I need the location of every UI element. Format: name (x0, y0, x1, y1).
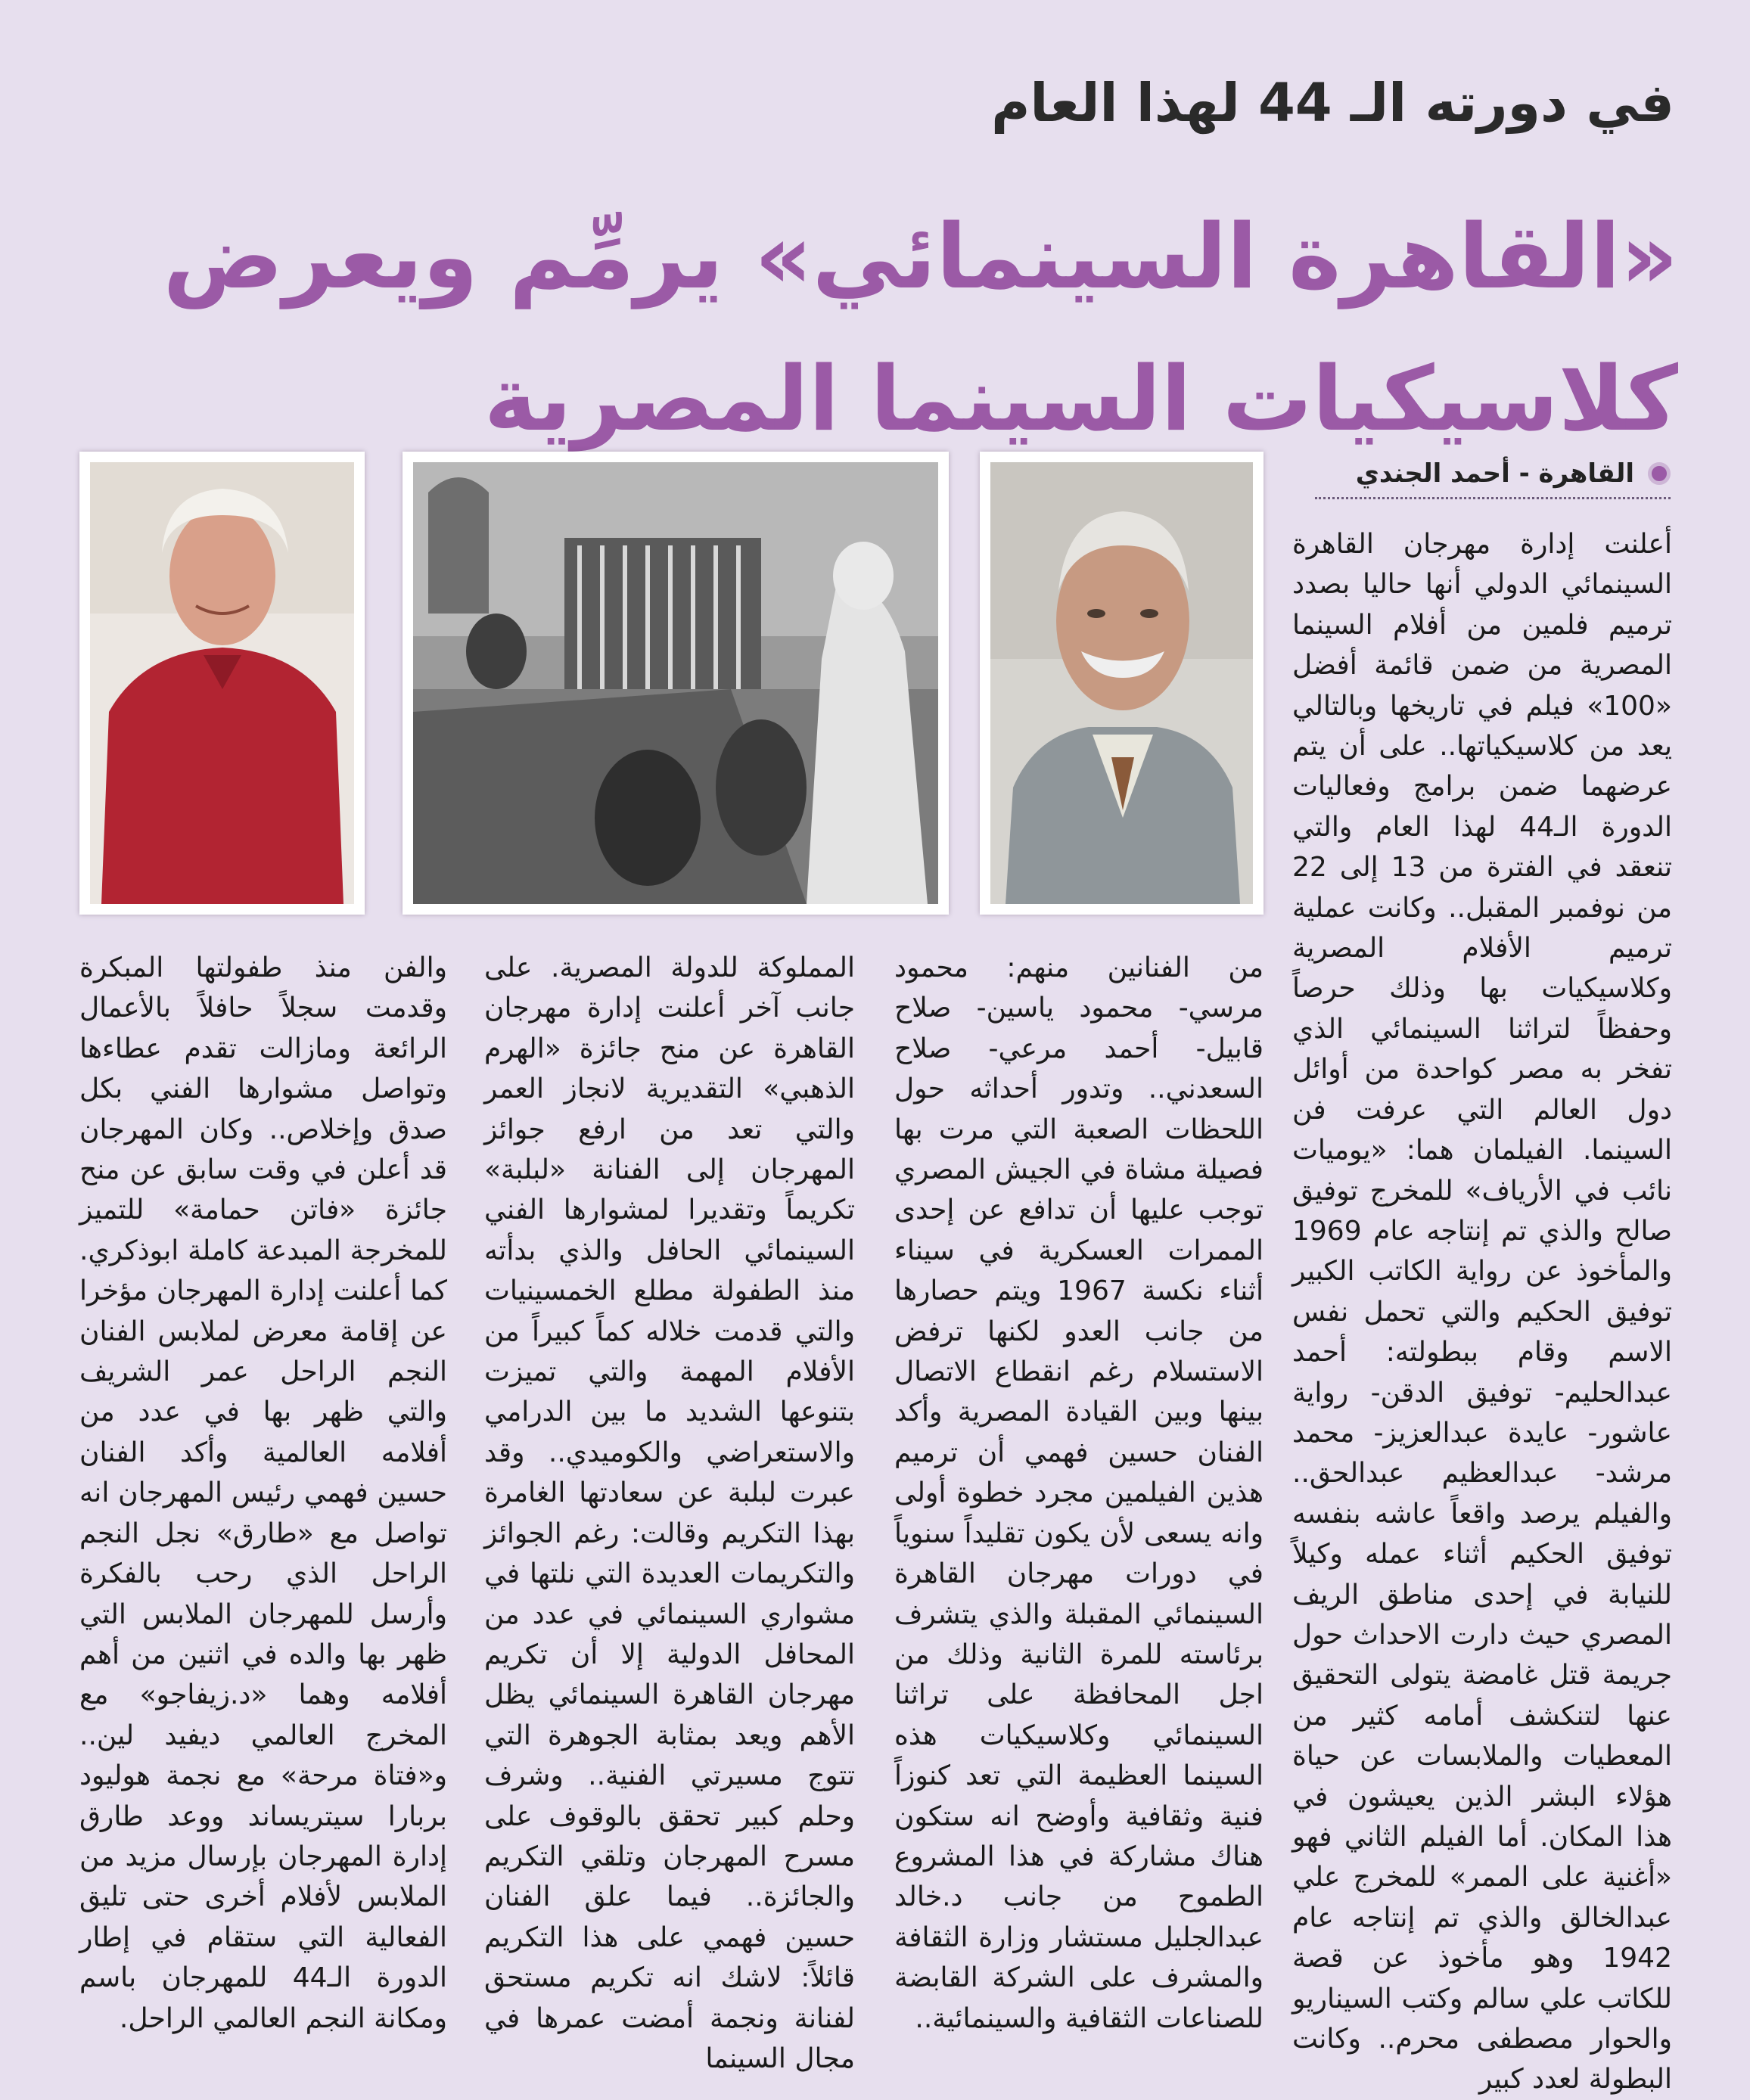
kicker: في دورته الـ 44 لهذا العام (991, 72, 1674, 134)
byline-text: القاهرة - أحمد الجندي (1355, 458, 1634, 489)
portrait-image (990, 462, 1253, 904)
film-still-image (413, 462, 938, 904)
photo-hussein-fahmy (79, 452, 365, 915)
headline: «القاهرة السينمائي» يرمِّم ويعرض كلاسيكيات السينما المصرية (163, 204, 1678, 451)
column-text: من الفنانين منهم: محمود مرسي- محمود ياسين- صلاح قابيل- أحمد مرعي- صلاح السعدني.. وتدور أحداثه حول اللحظات الصعبة التي مرت بها فصيلة مشاة في الجيش المصري توجب عليها أن تدافع عن إحدى الممرات العسكرية في سيناء أثناء نكسة 1967 ويتم حصارها من جانب العدو لكنها ترفض الاستسلام رغم انقطاع الاتصال بينها وبين القيادة المصرية وأكد الفنان حسين فهمي أن ترميم هذين الفيلمين مجرد خطوة أولى وانه يسعى لأن يكون تقليداً سنوياً في دورات مهرجان القاهرة السينمائي المقبلة والذي يتشرف برئاسته للمرة الثانية وذلك من اجل المحافظة على تراثنا السينمائي وكلاسيكيات هذه السينما العظيمة التي تعد كنوزاً فنية وثقافية وأوضح انه ستكون هناك مشاركة في هذا المشروع الطموح من جانب د.خالد عبدالجليل مستشار وزارة الثقافة والمشرف على الشركة القابضة للصناعات الثقافية والسينمائية.. (894, 952, 1264, 2034)
column-text: المملوكة للدولة المصرية. على جانب آخر أعلنت إدارة مهرجان القاهرة عن منح جائزة «الهرم الذهبي» التقديرية لانجاز العمر والتي تعد من ارفع جوائز المهرجان إلى الفنانة «لبلبة» تكريماً وتقديرا لمشوارها الفني السينمائي الحافل والذي بدأته منذ الطفولة مطلع الخمسينيات والتي قدمت خلاله كماً كبيراً من الأفلام المهمة والتي تميزت بتنوعها الشديد ما بين الدرامي والاستعراضي والكوميدي.. وقد عبرت لبلبة عن سعادتها الغامرة بهذا التكريم وقالت: رغم الجوائز والتكريمات العديدة التي نلتها في مشواري السينمائي في عدد من المحافل الدولية إلا أن تكريم مهرجان القاهرة السينمائي يظل الأهم ويعد بمثابة الجوهرة التي تتوج مسيرتي الفنية.. وشرف وحلم كبير تحقق بالوقوف على مسرح المهرجان وتلقي التكريم والجائزة.. فيما علق الفنان حسين فهمي على هذا التكريم قائلاً: لاشك انه تكريم مستحق لفنانة ونجمة أمضت عمرها في مجال السينما (484, 952, 855, 2074)
bullet-icon (1648, 462, 1671, 485)
text-column-2 (894, 948, 1264, 2034)
text-column-1 (1292, 524, 1672, 2095)
portrait-image (90, 462, 354, 904)
text-column-3 (484, 948, 855, 2074)
text-column-4 (79, 948, 447, 2034)
column-text: أعلنت إدارة مهرجان القاهرة السينمائي الدولي أنها حاليا بصدد ترميم فلمين من أفلام السينما المصرية من ضمن قائمة أفضل «100» فيلم في تاريخها وبالتالي يعد من كلاسيكياتها.. على أن يتم عرضهما ضمن برامج وفعاليات الدورة الـ44 لهذا العام والتي تنعقد في الفترة من 13 إلى 22 من نوفمبر المقبل.. وكانت عملية ترميم الأفلام المصرية وكلاسيكيات بها وذلك حرصاً وحفظاً لتراثنا السينمائي الذي تفخر به مصر كواحدة من أوائل دول العالم التي عرفت فن السينما. الفيلمان هما: «يوميات نائب في الأرياف» للمخرج توفيق صالح والذي تم إنتاجه عام 1969 والمأخوذ عن رواية الكاتب الكبير توفيق الحكيم والتي تحمل نفس الاسم وقام ببطولته: أحمد عبدالحليم- توفيق الدقن- رواية عاشور- عايدة عبدالعزيز- محمد مرشد- عبدالعظيم عبدالحق.. والفيلم يرصد واقعاً عاشه بنفسه توفيق الحكيم أثناء عمله وكيلاً للنيابة في إحدى مناطق الريف المصري حيث دارت الاحداث حول جريمة قتل غامضة يتولى التحقيق عنها لتنكشف أمامه كثير من المعطيات والملابسات عن حياة هؤلاء البشر الذين يعيشون في هذا المكان. أما الفيلم الثاني فهو «أغنية على الممر» للمخرج علي عبدالخالق والذي تم إنتاجه عام 1942 وهو مأخوذ عن قصة للكاتب علي سالم وكتب السيناريو والحوار مصطفى محرم.. وكانت البطولة لعدد كبير (1292, 529, 1672, 2095)
column-text: والفن منذ طفولتها المبكرة وقدمت سجلاً حافلاً بالأعمال الرائعة ومازالت تقدم عطاءها وتواصل مشوارها الفني بكل صدق وإخلاص.. وكان المهرجان قد أعلن في وقت سابق عن منح جائزة «فاتن حمامة» للتميز للمخرجة المبدعة كاملة ابوذكري. كما أعلنت إدارة المهرجان مؤخرا عن إقامة معرض لملابس الفنان النجم الراحل عمر الشريف والتي ظهر بها في عدد من أفلامه العالمية وأكد الفنان حسين فهمي رئيس المهرجان انه تواصل مع «طارق» نجل النجم الراحل الذي رحب بالفكرة وأرسل للمهرجان الملابس التي ظهر بها والده في اثنين من أهم أفلامه وهما «د.زيفاجو» مع المخرج العالمي ديفيد لين.. و«فتاة مرحة» مع نجمة هوليود بربارا سيتريساند ووعد طارق إدارة المهرجان بإرسال مزيد من الملابس لأفلام أخرى حتى تليق الفعالية التي ستقام في إطار الدورة الـ44 للمهرجان باسم ومكانة النجم العالمي الراحل. (79, 952, 447, 2034)
photo-omar-sharif (980, 452, 1264, 915)
photo-film-still (403, 452, 949, 915)
byline (1315, 450, 1671, 499)
